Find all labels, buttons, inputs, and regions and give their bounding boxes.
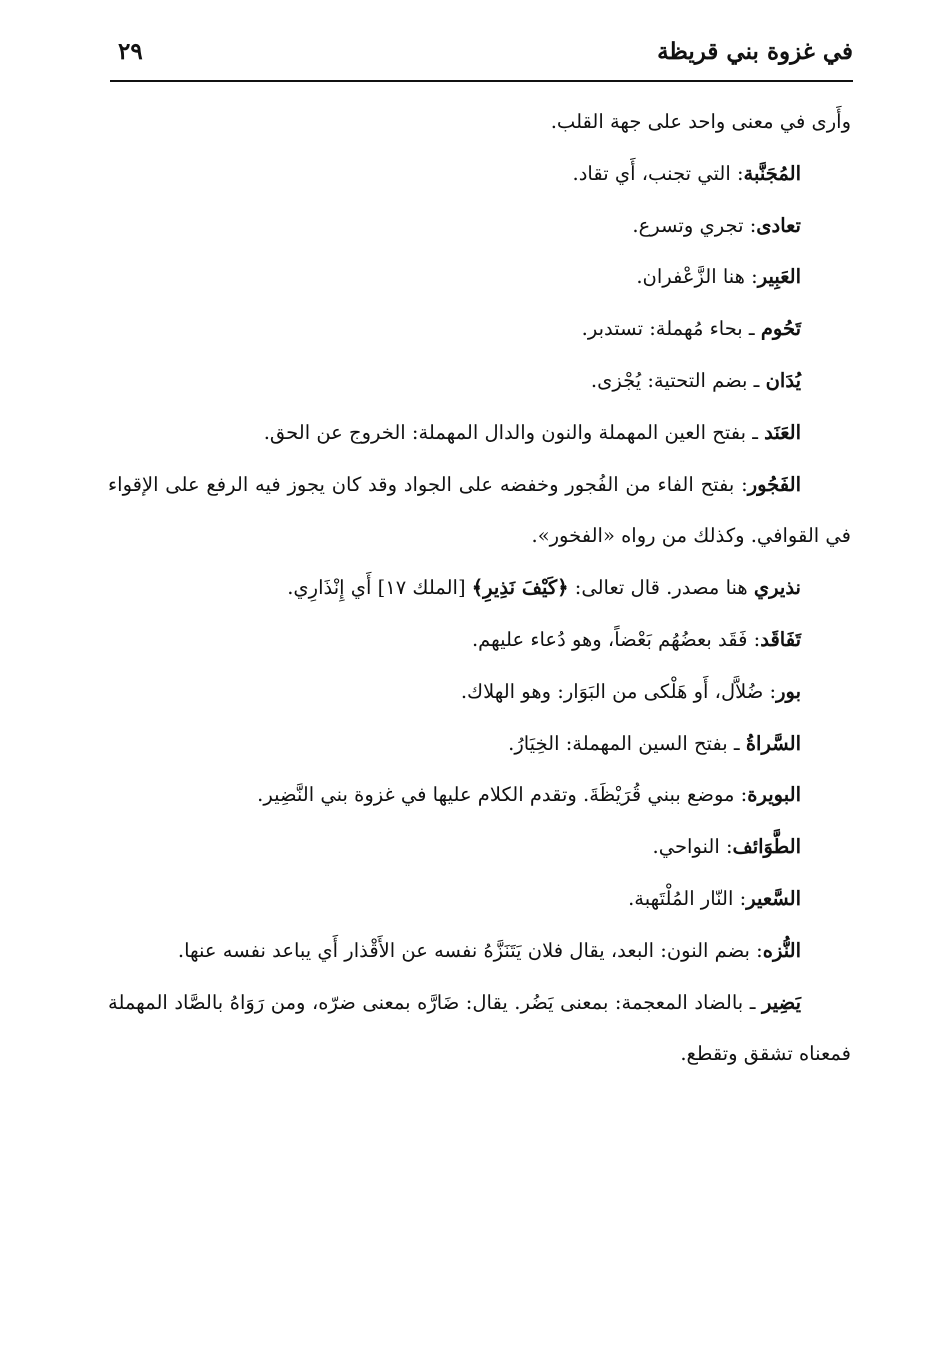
- glossary-term: السَّراةُ: [745, 731, 801, 755]
- glossary-definition: : بضم النون: البعد، يقال فلان يَتَنَزَّهُ نفسه عن الأَقْذار أَي يباعد نفسه عنها.: [177, 938, 763, 962]
- glossary-term: نذيري: [753, 576, 801, 600]
- paragraph: [108, 96, 851, 148]
- glossary-definition: : التي تجنب، أَي تقاد.: [572, 161, 744, 185]
- paragraph-text: وأَرى في معنى واحد على جهة القلب.: [550, 110, 851, 133]
- glossary-definition: هنا مصدر. قال تعالى:: [568, 576, 754, 600]
- glossary-entry: [108, 614, 851, 666]
- glossary-definition: ـ بحاء مُهملة: تستدبر.: [581, 317, 761, 341]
- glossary-definition: : موضع ببني قُرَيْظَةَ. وتقدم الكلام عليها في غزوة بني النَّضِير.: [257, 783, 748, 807]
- glossary-term: يَضِير: [762, 990, 801, 1014]
- glossary-term: العَنَد: [764, 420, 801, 444]
- glossary-term: يُدَان: [765, 368, 801, 392]
- glossary-entry: [108, 200, 851, 252]
- glossary-entry: [108, 925, 851, 977]
- glossary-entry: [108, 873, 851, 925]
- glossary-entry: [108, 459, 851, 563]
- glossary-term: تعادى: [756, 213, 801, 237]
- glossary-definition: ـ بضم التحتية: يُجْزى.: [590, 368, 766, 392]
- page-number: ٢٩: [118, 38, 143, 65]
- glossary-definition: : النّار المُلْتَهبة.: [628, 886, 747, 910]
- body-text: [108, 96, 851, 1080]
- glossary-entry: [108, 355, 851, 407]
- glossary-term: بور: [776, 679, 801, 703]
- glossary-entry: [108, 977, 851, 1081]
- glossary-term: تَحُوم: [760, 317, 801, 341]
- glossary-entry: [108, 666, 851, 718]
- glossary-term: تَفَاقَد: [760, 627, 801, 651]
- glossary-entry: [108, 303, 851, 355]
- glossary-definition: ـ بالضاد المعجمة: بمعنى يَضُر. يقال: ضَارَّه بمعنى ضرّه، ومن رَوَاهُ بالصَّاد المهملة فمعناه تشقق وتقطع.: [108, 990, 851, 1066]
- glossary-entry: [108, 562, 851, 614]
- glossary-entry: [108, 407, 851, 459]
- glossary-definition-continued: [الملك ١٧] أَي إِنْذَارِي.: [287, 576, 472, 600]
- glossary-entry: [108, 769, 851, 821]
- glossary-term: الفَجُور: [747, 472, 801, 496]
- glossary-definition: : تجري وتسرع.: [632, 213, 757, 237]
- glossary-term: العَبِير: [757, 265, 801, 289]
- glossary-definition: : هنا الزَّعْفران.: [636, 265, 758, 289]
- glossary-entry: [108, 821, 851, 873]
- glossary-entry: [108, 718, 851, 770]
- running-title: في غزوة بني قريظة: [657, 38, 853, 65]
- glossary-term: البويرة: [747, 783, 801, 807]
- glossary-definition: : فَقَد بعضُهُم بَعْضاً، وهو دُعاء عليهم.: [471, 627, 761, 651]
- glossary-definition: : بفتح الفاء من الفُجور وخفضه على الجواد وقد كان يجوز فيه الرفع على الإقواء في القوافي. وكذلك من رواه «الفخور».: [108, 472, 851, 548]
- glossary-term: المُجَنَّبة: [743, 161, 801, 185]
- glossary-definition: ـ بفتح العين المهملة والنون والدال المهملة: الخروج عن الحق.: [263, 420, 765, 444]
- glossary-definition: : ضُلاَّل، أَو هَلْكى من البَوَار: وهو الهلاك.: [460, 679, 777, 703]
- glossary-entry: [108, 251, 851, 303]
- quran-quote: ﴿كَيْفَ نَذِيرِ﴾: [471, 576, 569, 600]
- glossary-definition: ـ بفتح السين المهملة: الخِيَارُ.: [508, 731, 746, 755]
- glossary-term: النُّزه: [762, 938, 801, 962]
- running-header: [110, 36, 853, 82]
- glossary-entry: [108, 148, 851, 200]
- glossary-definition: : النواحي.: [652, 835, 733, 859]
- glossary-term: السَّعير: [746, 886, 801, 910]
- glossary-term: الطَّوَائف: [732, 835, 801, 859]
